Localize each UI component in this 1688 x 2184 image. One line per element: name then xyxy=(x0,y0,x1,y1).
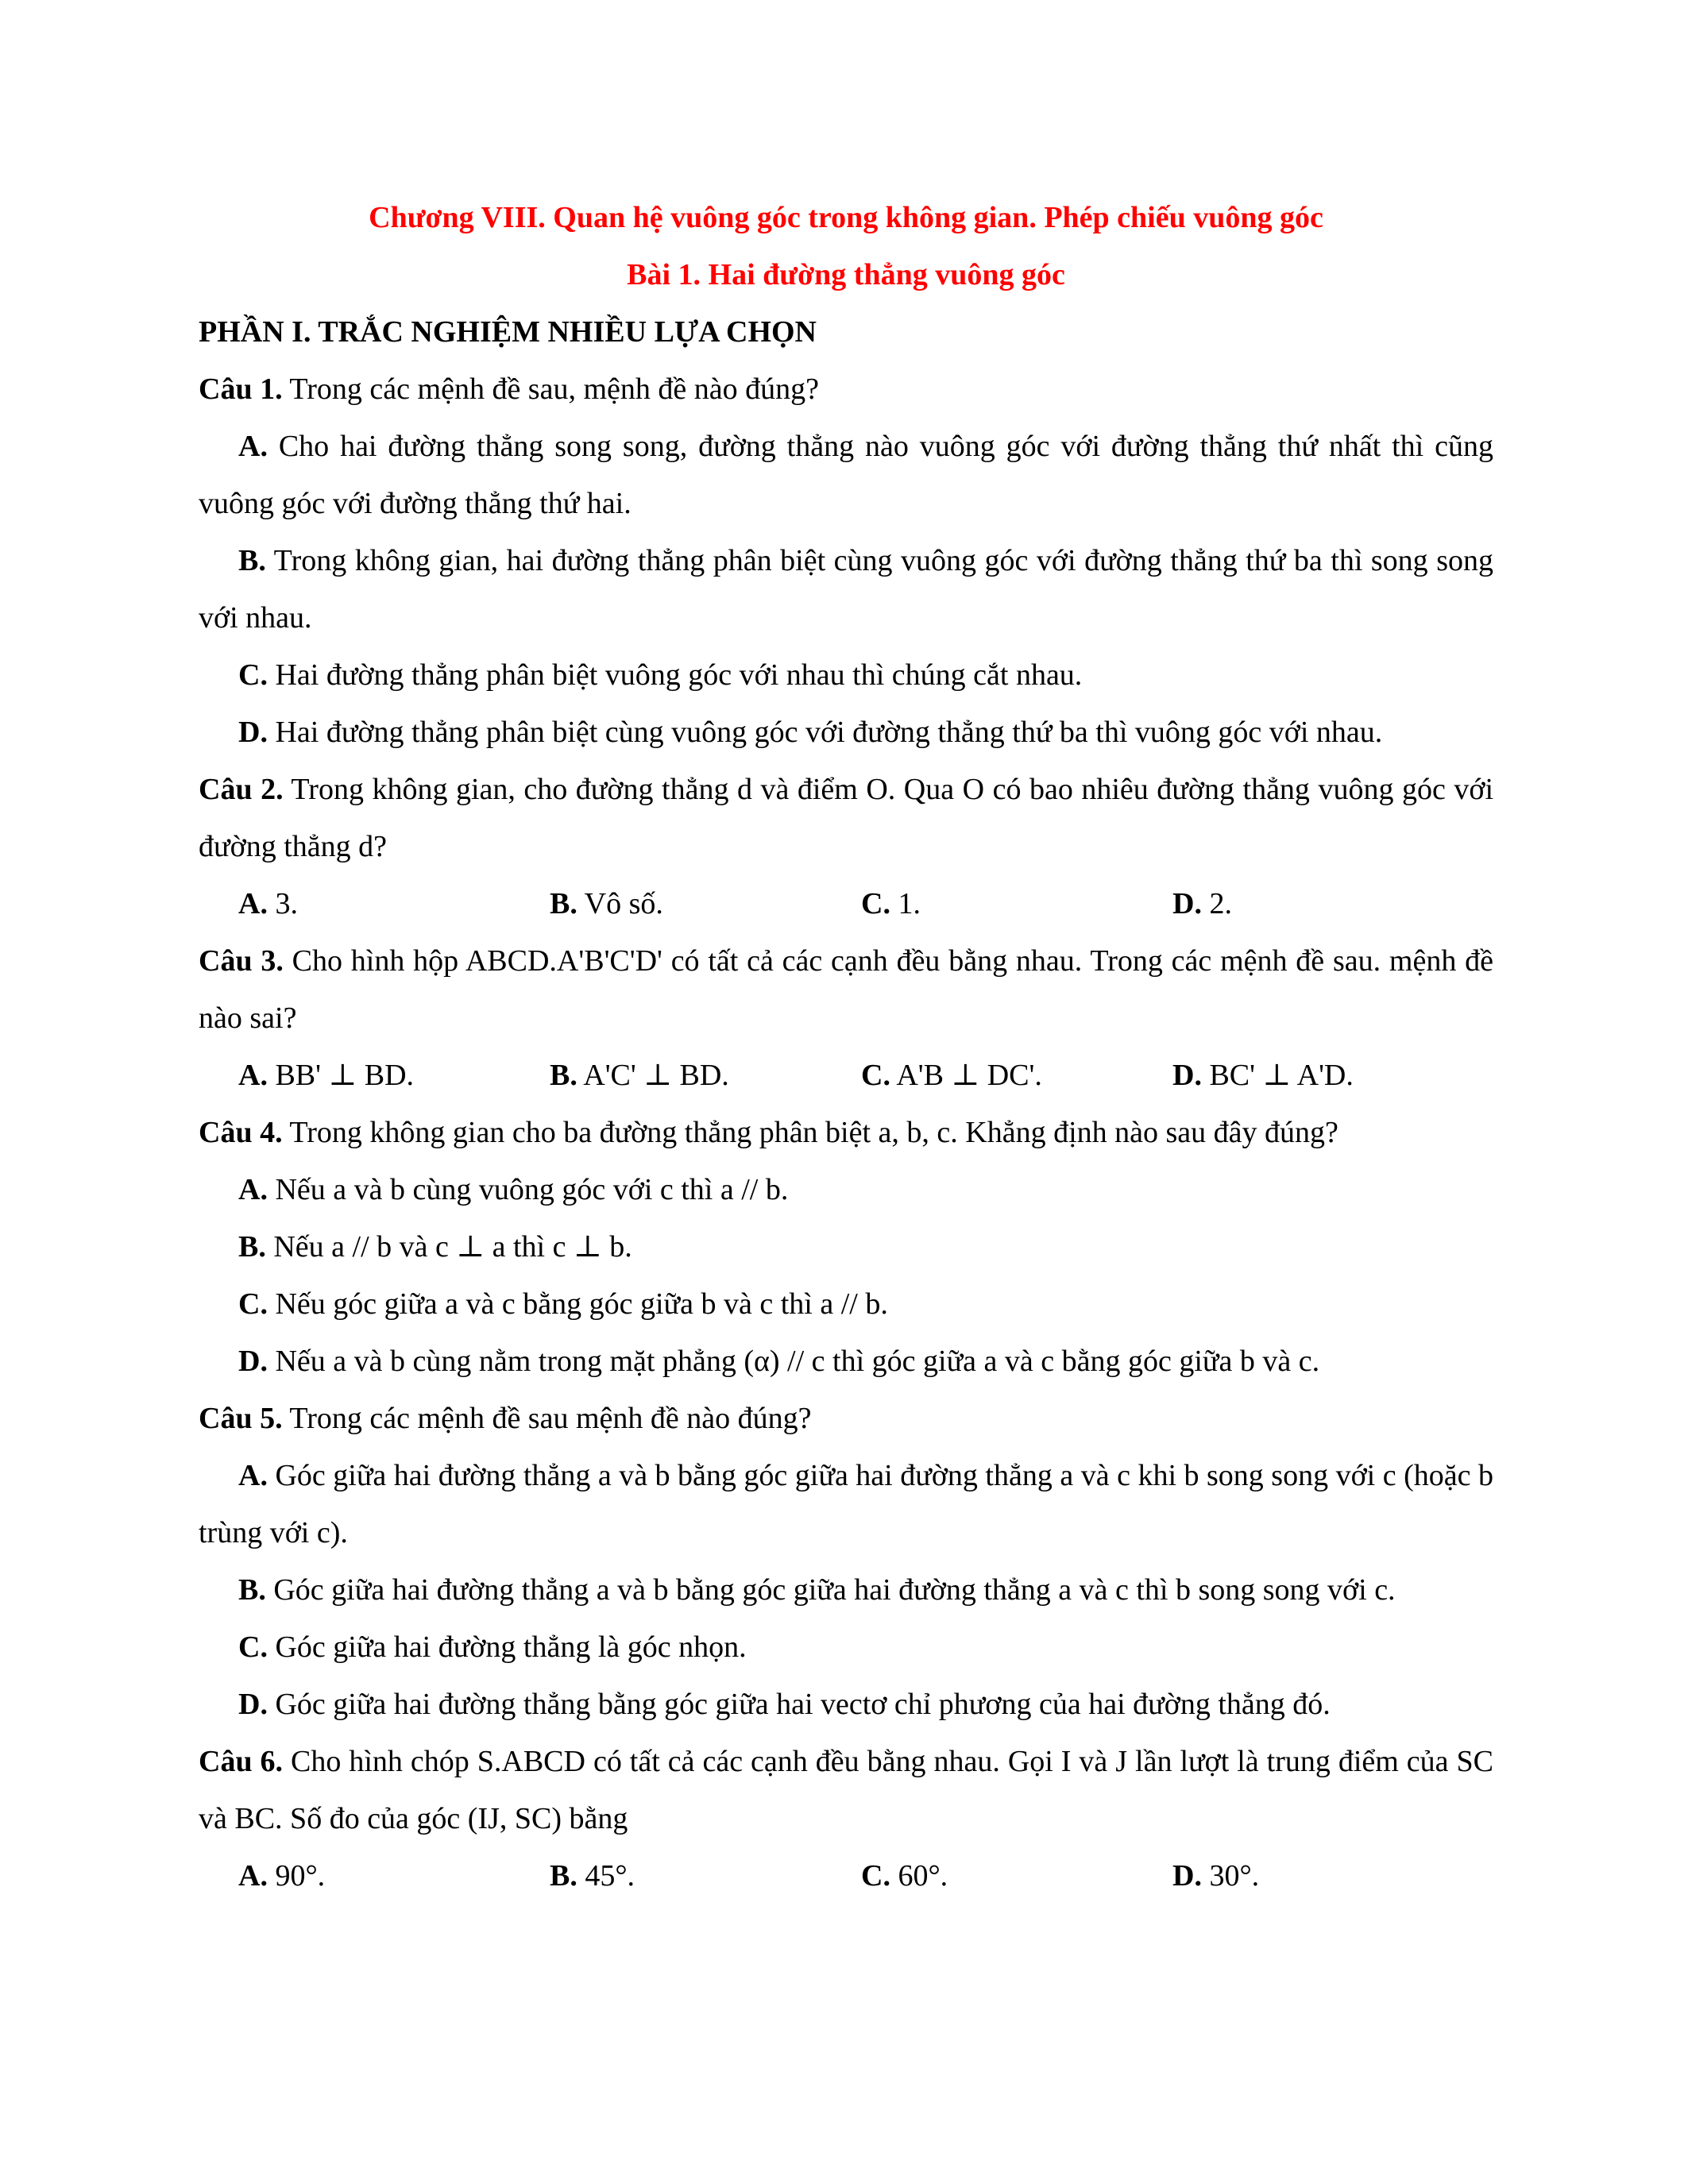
option-c xyxy=(199,646,1493,704)
option-letter: A. xyxy=(238,887,268,920)
option-text: Hai đường thẳng phân biệt cùng vuông góc với đường thẳng thứ ba thì vuông góc với nhau. xyxy=(267,716,1383,749)
option-b xyxy=(550,1847,861,1904)
option-text: 45°. xyxy=(577,1859,635,1893)
question-text: Cho hình chóp S.ABCD có tất cả các cạnh đều bằng nhau. Gọi I và J lần lượt là trung điểm của SC và BC. Số đo của góc (IJ, SC) bằng xyxy=(199,1745,1493,1835)
question-text: Trong các mệnh đề sau, mệnh đề nào đúng? xyxy=(282,372,819,406)
option-text: Nếu a và b cùng nằm trong mặt phẳng (α) // c thì góc giữa a và c bằng góc giữa b và c. xyxy=(267,1345,1320,1378)
question-stem xyxy=(199,761,1493,875)
option-text: Nếu a // b và c ⊥ a thì c ⊥ b. xyxy=(265,1230,632,1264)
option-d xyxy=(1172,1047,1484,1104)
question-text: Trong các mệnh đề sau mệnh đề nào đúng? xyxy=(282,1402,812,1435)
option-letter: D. xyxy=(238,1345,268,1378)
option-letter: C. xyxy=(861,887,890,920)
option-letter: B. xyxy=(238,544,266,577)
option-text: A'B ⊥ DC'. xyxy=(890,1059,1042,1092)
option-c xyxy=(861,875,1172,932)
option-letter: C. xyxy=(238,658,268,692)
option-text: Góc giữa hai đường thẳng bằng góc giữa hai vectơ chỉ phương của hai đường thẳng đó. xyxy=(267,1688,1331,1721)
question-stem xyxy=(199,361,1493,418)
option-c xyxy=(199,1619,1493,1676)
option-a xyxy=(199,1447,1493,1561)
options-row xyxy=(199,875,1493,932)
option-letter: C. xyxy=(238,1630,268,1664)
lesson-title: Bài 1. Hai đường thẳng vuông góc xyxy=(627,258,1065,291)
question-stem xyxy=(199,1104,1493,1161)
question-stem xyxy=(199,932,1493,1047)
option-b xyxy=(550,1047,861,1104)
option-a xyxy=(199,1161,1493,1218)
option-letter: A. xyxy=(238,1059,268,1092)
option-text: Góc giữa hai đường thẳng a và b bằng góc giữa hai đường thẳng a và c khi b song song với c (hoặc b trùng với c). xyxy=(199,1459,1493,1549)
option-text: A'C' ⊥ BD. xyxy=(577,1059,729,1092)
option-text: 1. xyxy=(890,887,921,920)
question-6 xyxy=(199,1733,1493,1904)
option-letter: A. xyxy=(238,1173,268,1206)
question-label: Câu 3. xyxy=(199,944,284,978)
option-a xyxy=(238,1847,550,1904)
question-2 xyxy=(199,761,1493,932)
option-text: Cho hai đường thẳng song song, đường thẳng nào vuông góc với đường thẳng thứ nhất thì cũng vuông góc với đường thẳng thứ hai. xyxy=(199,430,1493,520)
option-d xyxy=(199,1333,1493,1390)
option-text: BB' ⊥ BD. xyxy=(267,1059,415,1092)
option-d xyxy=(199,704,1493,761)
option-letter: D. xyxy=(1172,1859,1202,1893)
option-text: Góc giữa hai đường thẳng a và b bằng góc giữa hai đường thẳng a và c thì b song song với c. xyxy=(265,1573,1396,1607)
option-text: Trong không gian, hai đường thẳng phân biệt cùng vuông góc với đường thẳng thứ ba thì song song với nhau. xyxy=(199,544,1493,635)
option-text: 3. xyxy=(267,887,298,920)
chapter-title: Chương VIII. Quan hệ vuông góc trong không gian. Phép chiếu vuông góc xyxy=(369,201,1323,234)
question-text: Trong không gian cho ba đường thẳng phân biệt a, b, c. Khẳng định nào sau đây đúng? xyxy=(282,1116,1338,1149)
option-letter: B. xyxy=(550,887,577,920)
option-text: 30°. xyxy=(1201,1859,1260,1893)
question-3 xyxy=(199,932,1493,1104)
option-text: 60°. xyxy=(890,1859,948,1893)
question-label: Câu 5. xyxy=(199,1402,283,1435)
option-letter: D. xyxy=(238,716,268,749)
option-text: BC' ⊥ A'D. xyxy=(1201,1059,1354,1092)
option-c xyxy=(861,1847,1172,1904)
option-letter: D. xyxy=(1172,887,1202,920)
option-letter: D. xyxy=(238,1688,268,1721)
option-text: 2. xyxy=(1201,887,1232,920)
option-text: Nếu a và b cùng vuông góc với c thì a // b. xyxy=(267,1173,789,1206)
question-stem xyxy=(199,1733,1493,1847)
question-text: Trong không gian, cho đường thẳng d và điểm O. Qua O có bao nhiêu đường thẳng vuông góc với đường thẳng d? xyxy=(199,773,1493,863)
option-letter: A. xyxy=(238,1459,268,1492)
option-a xyxy=(238,875,550,932)
option-text: Vô số. xyxy=(577,887,663,920)
option-letter: D. xyxy=(1172,1059,1202,1092)
option-text: Hai đường thẳng phân biệt vuông góc với nhau thì chúng cắt nhau. xyxy=(267,658,1083,692)
option-letter: B. xyxy=(550,1859,577,1893)
options-row xyxy=(199,1047,1493,1104)
option-c xyxy=(199,1275,1493,1333)
option-letter: C. xyxy=(238,1287,268,1321)
option-letter: B. xyxy=(550,1059,577,1092)
question-stem xyxy=(199,1390,1493,1447)
option-d xyxy=(1172,1847,1484,1904)
section-title: PHẦN I. TRẮC NGHIỆM NHIỀU LỰA CHỌN xyxy=(199,315,817,349)
question-1 xyxy=(199,361,1493,761)
option-letter: B. xyxy=(238,1573,266,1607)
option-a xyxy=(238,1047,550,1104)
option-letter: B. xyxy=(238,1230,266,1264)
option-b xyxy=(199,1561,1493,1619)
option-b xyxy=(199,1218,1493,1275)
option-text: Nếu góc giữa a và c bằng góc giữa b và c thì a // b. xyxy=(267,1287,888,1321)
question-4 xyxy=(199,1104,1493,1390)
question-5 xyxy=(199,1390,1493,1733)
question-text: Cho hình hộp ABCD.A'B'C'D' có tất cả các cạnh đều bằng nhau. Trong các mệnh đề sau. mệnh đề nào sai? xyxy=(199,944,1493,1035)
option-letter: A. xyxy=(238,430,268,463)
option-b xyxy=(199,532,1493,646)
question-label: Câu 6. xyxy=(199,1745,284,1778)
document-page xyxy=(199,189,1493,1904)
option-text: Góc giữa hai đường thẳng là góc nhọn. xyxy=(267,1630,747,1664)
option-letter: A. xyxy=(238,1859,268,1893)
question-label: Câu 4. xyxy=(199,1116,283,1149)
option-letter: C. xyxy=(861,1059,890,1092)
question-label: Câu 1. xyxy=(199,372,283,406)
question-label: Câu 2. xyxy=(199,773,284,806)
option-a xyxy=(199,418,1493,532)
option-b xyxy=(550,875,861,932)
option-text: 90°. xyxy=(267,1859,326,1893)
option-d xyxy=(1172,875,1484,932)
option-c xyxy=(861,1047,1172,1104)
options-row xyxy=(199,1847,1493,1904)
option-d xyxy=(199,1676,1493,1733)
option-letter: C. xyxy=(861,1859,890,1893)
